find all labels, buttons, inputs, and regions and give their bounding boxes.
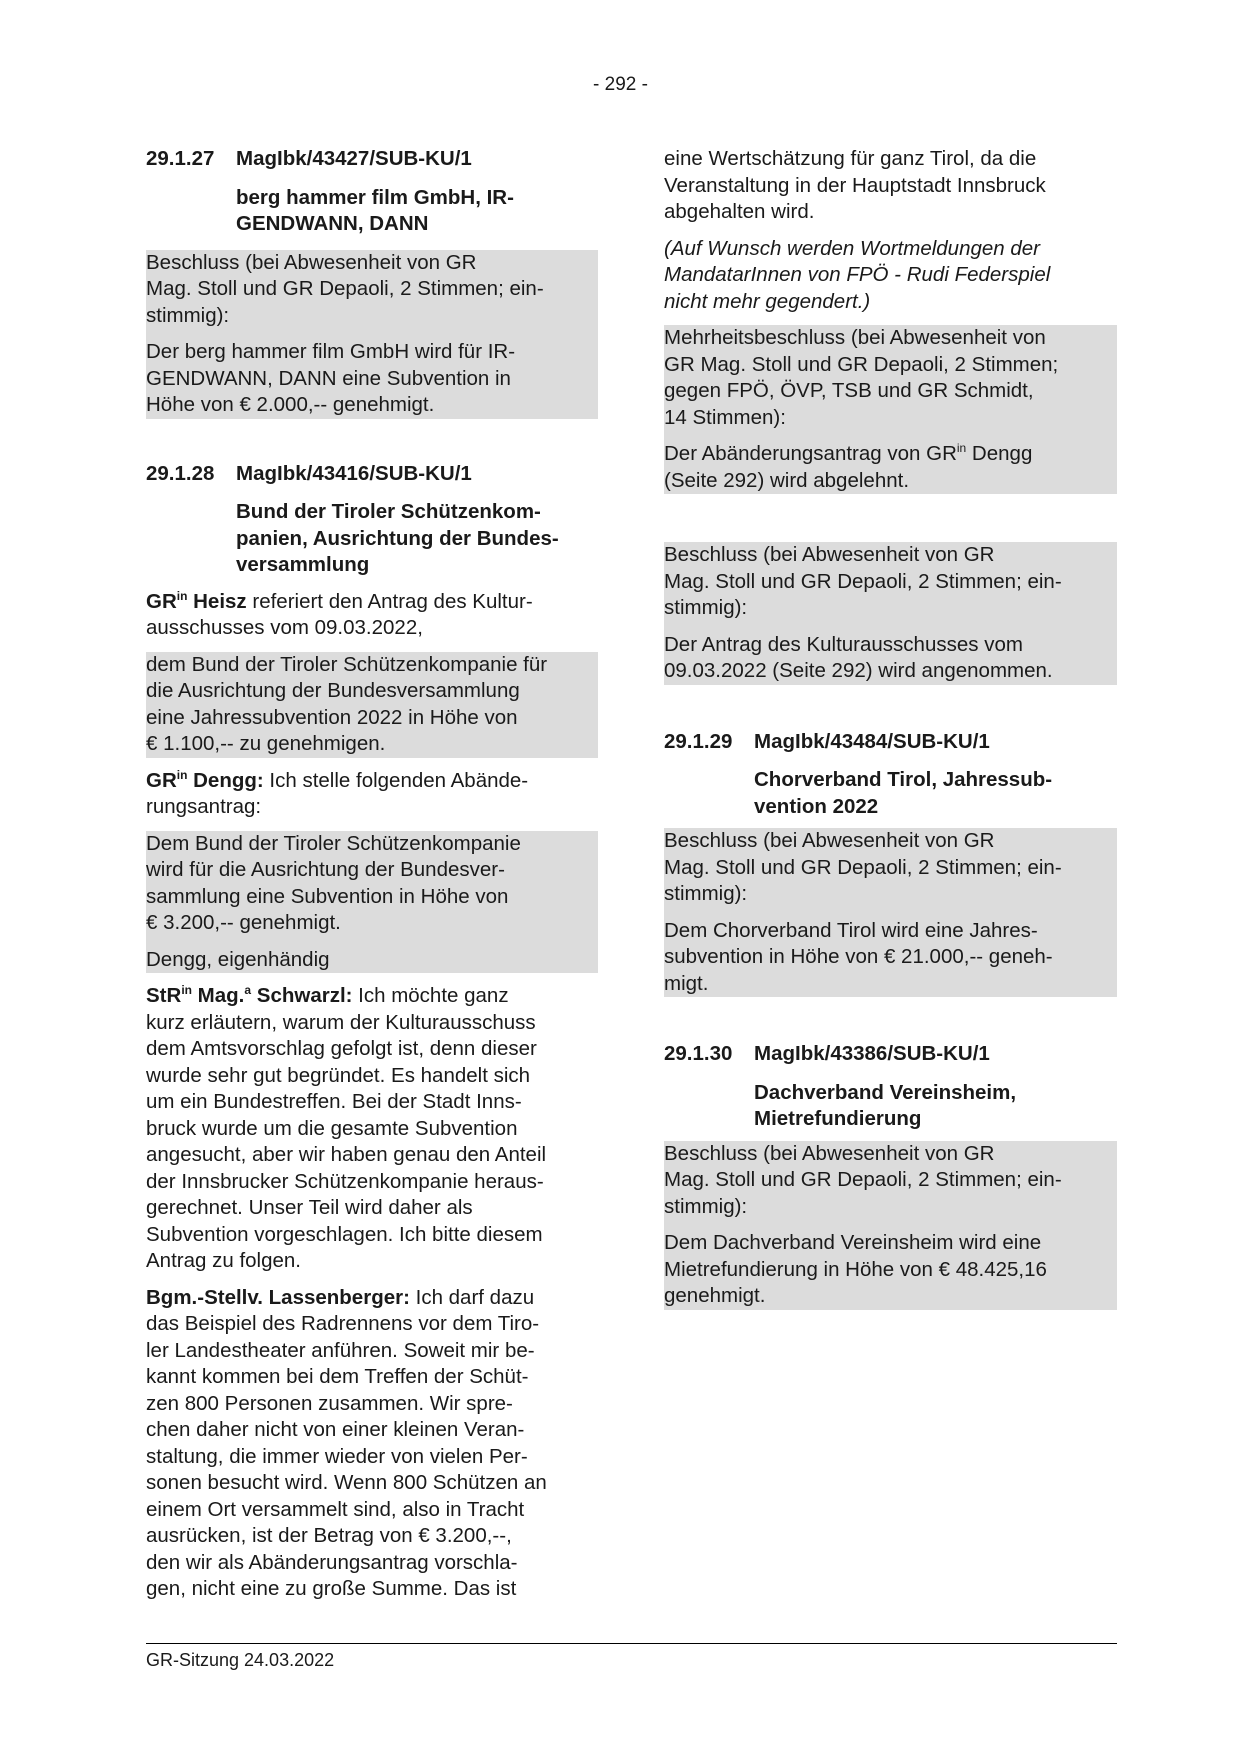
resolution-text: Dengg (966, 442, 1033, 465)
title-line: berg hammer film GmbH, IR- (236, 185, 514, 209)
item-title-27 (146, 185, 598, 238)
speech-text: den wir als Abänderungsantrag vorschla- (146, 1550, 518, 1574)
speech-text: staltung, die immer wieder von vielen Per- (146, 1444, 528, 1468)
editorial-note (664, 236, 1117, 316)
resolution-line: stimmig): (664, 596, 748, 619)
resolution-text-sup: in (956, 441, 967, 456)
resolution-text: genehmigt. (664, 1284, 766, 1307)
speech-text: kurz erläutern, warum der Kulturausschuss (146, 1010, 536, 1034)
motion-line: die Ausrichtung der Bundesversammlung (146, 679, 520, 702)
speech-text: referiert den Antrag des Kultur- (246, 589, 533, 613)
speech-text: Ich möchte ganz (352, 984, 509, 1007)
resolution-text: Der berg hammer film GmbH wird für IR- (146, 340, 516, 363)
resolution-text: subvention in Höhe von € 21.000,-- geneh- (664, 945, 1053, 968)
title-line: GENDWANN, DANN (236, 212, 429, 235)
speech-text: Veranstaltung in der Hauptstadt Innsbruck (664, 173, 1046, 197)
speaker-title-sup: in (181, 983, 192, 998)
speaker-title-sup: in (176, 767, 188, 782)
speech-text: einem Ort versammelt sind, also in Tracht (146, 1497, 525, 1521)
resolution-text: GENDWANN, DANN eine Subvention in (146, 366, 511, 390)
speech-text: chen daher nicht von einer kleinen Veran- (146, 1418, 525, 1441)
note-text: MandatarInnen von FPÖ - Rudi Federspiel (664, 263, 1051, 286)
speaker-title-sup: a (244, 983, 252, 998)
resolution-line: stimmig): (664, 1194, 748, 1218)
resolution-text: Der Antrag des Kulturausschusses vom (664, 632, 1023, 656)
speech-continuation (664, 146, 1117, 226)
resolution-line: Mag. Stoll und GR Depaoli, 2 Stimmen; ein- (664, 855, 1062, 879)
title-line: Bund der Tiroler Schützenkom- (236, 500, 541, 523)
amendment-line: € 3.200,-- genehmigt. (146, 911, 341, 934)
speech-text: gen, nicht eine zu große Summe. Das ist (146, 1577, 517, 1600)
speech-text: Subvention vorgeschlagen. Ich bitte diesem (146, 1222, 543, 1246)
item-code: MagIbk/43416/SUB-KU/1 (236, 461, 472, 485)
speech-text: bruck wurde um die gesamte Subvention (146, 1116, 518, 1140)
resolution-line: GR Mag. Stoll und GR Depaoli, 2 Stimmen; (664, 352, 1059, 376)
speaker-name: Heisz (187, 589, 247, 613)
resolution-line: Beschluss (bei Abwesenheit von GR (664, 1141, 995, 1165)
speaker-title: GR (146, 589, 177, 613)
speaker-title-sup: in (176, 588, 188, 603)
item-number: 29.1.30 (664, 1042, 733, 1065)
speech-text: sonen besucht wird. Wenn 800 Schützen an (146, 1471, 547, 1494)
title-line: Chorverband Tirol, Jahressub- (754, 768, 1053, 791)
speaker-title: StR (146, 984, 182, 1007)
item-title-30 (664, 1080, 1117, 1133)
right-column (664, 146, 1117, 1310)
resolution-line: Beschluss (bei Abwesenheit von GR (146, 250, 477, 274)
speech-text: kannt kommen bei dem Treffen der Schüt- (146, 1365, 529, 1388)
item-title-28 (146, 499, 598, 579)
resolution-text: migt. (664, 971, 709, 995)
amendment-box (146, 831, 598, 974)
resolution-box-27 (146, 250, 598, 419)
speaker-heisz (146, 589, 598, 642)
speech-text: zen 800 Personen zusammen. Wir spre- (146, 1391, 513, 1415)
footer-divider (146, 1643, 1117, 1644)
speech-text: der Innsbrucker Schützenkompanie heraus- (146, 1169, 544, 1193)
resolution-box-kulturausschuss (664, 542, 1117, 685)
resolution-text: 09.03.2022 (Seite 292) wird angenommen. (664, 659, 1053, 682)
title-line: versammlung (236, 553, 370, 576)
speech-text: um ein Bundestreffen. Bei der Stadt Inns- (146, 1090, 522, 1113)
item-number: 29.1.27 (146, 147, 215, 170)
speaker-lassenberger (146, 1285, 598, 1603)
item-heading-29 (664, 729, 1117, 756)
note-text: nicht mehr gegendert.) (664, 289, 871, 313)
resolution-text: Höhe von € 2.000,-- genehmigt. (146, 393, 435, 416)
resolution-box-30 (664, 1141, 1117, 1310)
amendment-line: sammlung eine Subvention in Höhe von (146, 884, 509, 908)
item-heading-28 (146, 461, 598, 488)
title-line: Dachverband Vereinsheim, (754, 1080, 1017, 1104)
speech-text: ler Landestheater anführen. Soweit mir be- (146, 1338, 535, 1362)
speaker-name: Schwarzl: (251, 984, 353, 1007)
resolution-text: Dem Chorverband Tirol wird eine Jahres- (664, 918, 1038, 942)
speech-text: eine Wertschätzung für ganz Tirol, da die (664, 147, 1037, 170)
item-heading-27 (146, 146, 598, 173)
resolution-line: 14 Stimmen): (664, 405, 786, 429)
resolution-line: Mag. Stoll und GR Depaoli, 2 Stimmen; ein- (146, 277, 544, 300)
item-code: MagIbk/43386/SUB-KU/1 (754, 1042, 990, 1065)
speech-text: ausschusses vom 09.03.2022, (146, 616, 423, 639)
item-title-29 (664, 767, 1117, 820)
speech-text: Ich stelle folgenden Abände- (263, 768, 529, 792)
note-text: (Auf Wunsch werden Wortmeldungen der (664, 236, 1041, 260)
speech-text: Ich darf dazu (409, 1285, 535, 1309)
motion-line: € 1.100,-- zu genehmigen. (146, 732, 386, 755)
amendment-signature: Dengg, eigenhändig (146, 947, 330, 971)
item-code: MagIbk/43427/SUB-KU/1 (236, 147, 472, 170)
motion-line: eine Jahressubvention 2022 in Höhe von (146, 705, 518, 729)
resolution-line: Mehrheitsbeschluss (bei Abwesenheit von (664, 326, 1046, 349)
motion-box (146, 652, 598, 758)
page-number: - 292 - (593, 74, 648, 95)
resolution-text: Dem Dachverband Vereinsheim wird eine (664, 1231, 1042, 1254)
majority-resolution-box (664, 325, 1117, 494)
left-column (146, 146, 598, 1603)
speech-text: wurde sehr gut begründet. Es handelt sich (146, 1063, 531, 1087)
title-line: Mietrefundierung (754, 1107, 922, 1130)
speech-text: dem Amtsvorschlag gefolgt ist, denn dieser (146, 1037, 537, 1060)
resolution-line: Mag. Stoll und GR Depaoli, 2 Stimmen; ein- (664, 569, 1062, 593)
speaker-name: Bgm.-Stellv. Lassenberger: (146, 1285, 410, 1309)
amendment-line: wird für die Ausrichtung der Bundesver- (146, 858, 505, 881)
resolution-text: Mietrefundierung in Höhe von € 48.425,16 (664, 1257, 1047, 1281)
speech-text: rungsantrag: (146, 795, 262, 818)
speech-text: ausrücken, ist der Betrag von € 3.200,--, (146, 1524, 512, 1547)
resolution-line: Mag. Stoll und GR Depaoli, 2 Stimmen; ein- (664, 1168, 1062, 1191)
resolution-text: Der Abänderungsantrag von GR (664, 442, 957, 465)
resolution-line: gegen FPÖ, ÖVP, TSB und GR Schmidt, (664, 379, 1034, 402)
speech-text: das Beispiel des Radrennens vor dem Tiro- (146, 1312, 540, 1335)
resolution-line: Beschluss (bei Abwesenheit von GR (664, 829, 995, 852)
resolution-line: stimmig): (146, 303, 230, 327)
item-number: 29.1.29 (664, 729, 733, 753)
speech-text: gerechnet. Unser Teil wird daher als (146, 1196, 473, 1219)
item-number: 29.1.28 (146, 461, 215, 485)
item-heading-30 (664, 1041, 1117, 1068)
resolution-text: (Seite 292) wird abgelehnt. (664, 468, 910, 492)
speech-text: abgehalten wird. (664, 200, 815, 223)
title-line: vention 2022 (754, 794, 879, 818)
speaker-schwarzl (146, 983, 598, 1275)
motion-line: dem Bund der Tiroler Schützenkompanie für (146, 652, 548, 676)
speaker-dengg (146, 768, 598, 821)
title-line: panien, Ausrichtung der Bundes- (236, 526, 559, 550)
speaker-title: GR (146, 768, 177, 792)
resolution-line: Beschluss (bei Abwesenheit von GR (664, 543, 995, 566)
footer-session-date: GR-Sitzung 24.03.2022 (146, 1650, 335, 1670)
amendment-line: Dem Bund der Tiroler Schützenkompanie (146, 831, 521, 855)
speaker-name: Dengg: (187, 768, 264, 792)
resolution-line: stimmig): (664, 882, 748, 905)
resolution-box-29 (664, 828, 1117, 997)
speech-text: angesucht, aber wir haben genau den Anteil (146, 1143, 547, 1166)
item-code: MagIbk/43484/SUB-KU/1 (754, 729, 990, 753)
speech-text: Antrag zu folgen. (146, 1249, 301, 1272)
speaker-title: Mag. (191, 984, 245, 1007)
